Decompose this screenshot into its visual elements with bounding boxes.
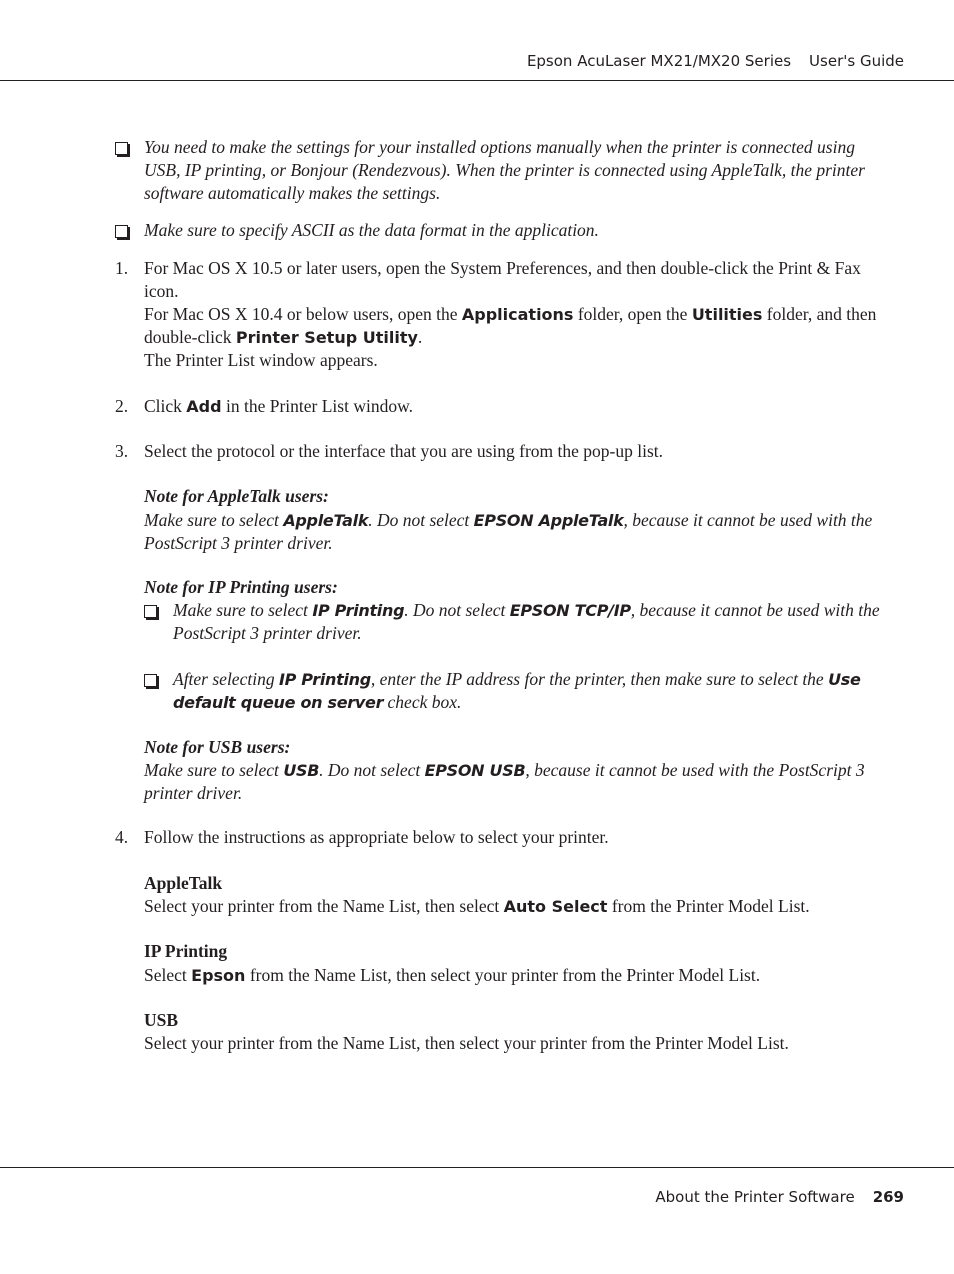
page-footer	[655, 1186, 904, 1209]
step-2: Click Add in the Printer List window.	[144, 396, 413, 416]
bullet-options-note: You need to make the settings for your installed options manually when the printer is connected using USB, IP printing, or Bonjour (Rendezvous). When the printer is connected using AppleTalk, the printer software automatically makes the settings.	[144, 137, 865, 203]
step-1-line-3: The Printer List window appears.	[144, 350, 378, 370]
step-3-number: 3.	[115, 441, 129, 461]
applications-label: Applications	[461, 305, 574, 324]
usb-instructions: Select your printer from the Name List, then select your printer from the Printer Model List.	[144, 1033, 789, 1053]
step-4: Follow the instructions as appropriate below to select your printer.	[144, 827, 609, 847]
checkbox-bullet-icon	[144, 600, 157, 623]
document-title: Epson AcuLaser MX21/MX20 Series	[526, 52, 792, 70]
ip-note-bullet-2: After selecting IP Printing, enter the IP address for the printer, then make sure to select the Use default queue on server check box.	[173, 669, 861, 712]
step-1	[144, 257, 884, 372]
step-1-line-1: For Mac OS X 10.5 or later users, open the System Preferences, and then double-click the Print & Fax icon.	[144, 258, 861, 301]
step-3: Select the protocol or the interface that you are using from the pop-up list.	[144, 441, 664, 461]
footer-rule	[0, 1167, 954, 1168]
appletalk-heading: AppleTalk	[144, 873, 223, 893]
step-1-line-2: For Mac OS X 10.4 or below users, open the Applications folder, open the Utilities folder, and then double-click Printer Setup Utility.	[144, 304, 877, 347]
checkbox-bullet-icon	[115, 137, 128, 160]
step-2-number: 2.	[115, 396, 129, 416]
printer-setup-utility-label: Printer Setup Utility	[235, 328, 418, 347]
ip-printing-heading: IP Printing	[144, 941, 228, 961]
guide-label: User's Guide	[809, 52, 904, 70]
page-header	[527, 50, 904, 73]
utilities-label: Utilities	[691, 305, 763, 324]
checkbox-bullet-icon	[144, 669, 157, 692]
step-4-number: 4.	[115, 827, 129, 847]
add-label: Add	[186, 397, 222, 416]
appletalk-instructions: Select your printer from the Name List, then select Auto Select from the Printer Model List.	[144, 896, 810, 916]
usb-heading: USB	[144, 1010, 179, 1030]
header-rule	[0, 80, 954, 81]
bullet-ascii-note: Make sure to specify ASCII as the data format in the application.	[144, 220, 599, 240]
auto-select-label: Auto Select	[503, 897, 608, 916]
ip-printing-instructions: Select Epson from the Name List, then select your printer from the Printer Model List.	[144, 965, 761, 985]
usb-note-body: Make sure to select USB. Do not select EPSON USB, because it cannot be used with the PostScript 3 printer driver.	[144, 760, 865, 803]
section-title: About the Printer Software	[655, 1188, 855, 1206]
page-number: 269	[872, 1188, 904, 1206]
ip-note-title: Note for IP Printing users:	[144, 577, 338, 597]
appletalk-note-body: Make sure to select AppleTalk. Do not select EPSON AppleTalk, because it cannot be used with the PostScript 3 printer driver.	[144, 510, 873, 553]
appletalk-note-title: Note for AppleTalk users:	[144, 486, 329, 506]
ip-note-bullet-1: Make sure to select IP Printing. Do not select EPSON TCP/IP, because it cannot be used with the PostScript 3 printer driver.	[173, 600, 880, 643]
checkbox-bullet-icon	[115, 220, 128, 243]
epson-label: Epson	[191, 966, 246, 985]
usb-note-title: Note for USB users:	[144, 737, 291, 757]
step-1-number: 1.	[115, 258, 129, 278]
